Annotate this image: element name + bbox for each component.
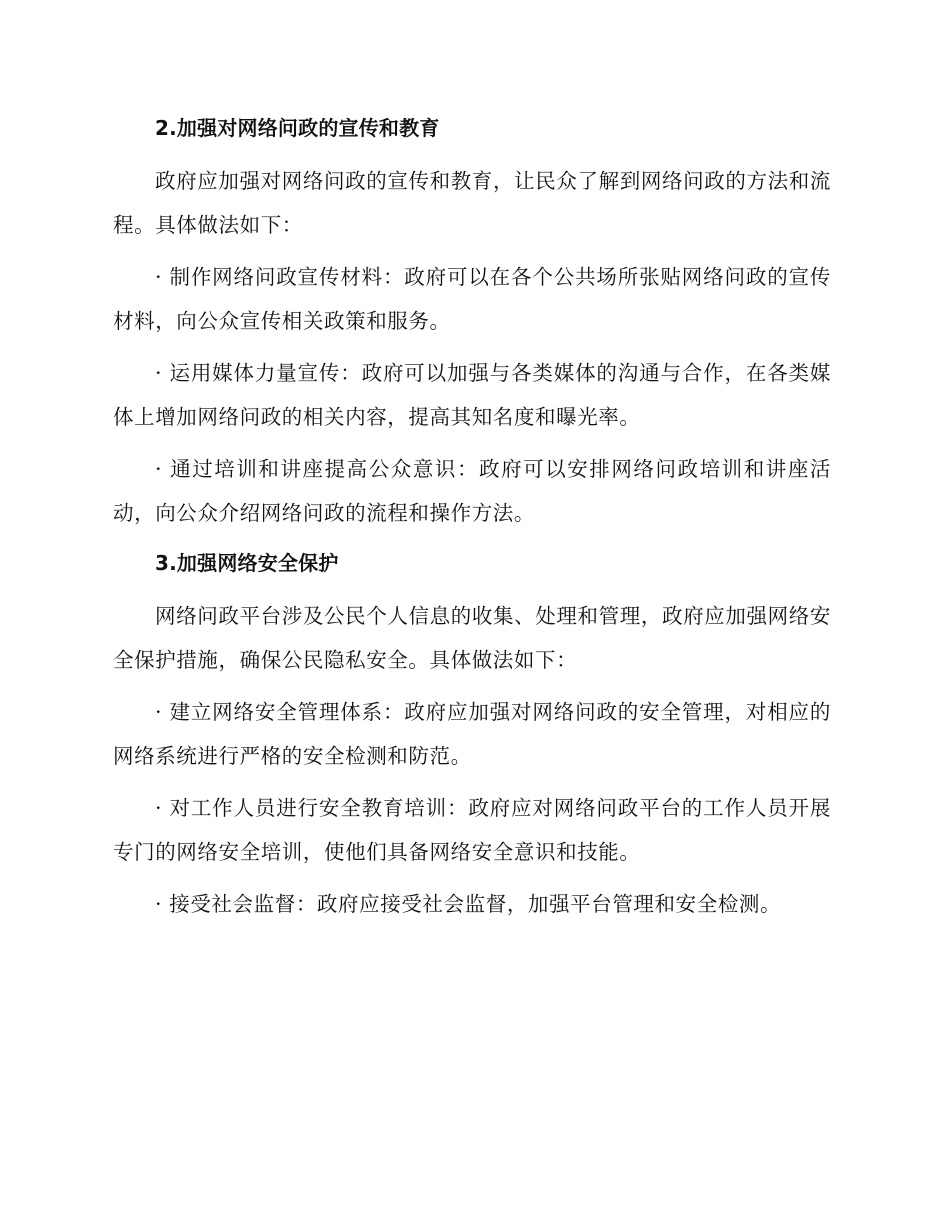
bullet-item: · 对工作人员进行安全教育培训：政府应对网络问政平台的工作人员开展专门的网络安全培训，使他们具备网络安全意识和技能。 — [113, 796, 831, 864]
section-heading: 2.加强对网络问政的宣传和教育 — [155, 116, 440, 140]
bullet-item: · 建立网络安全管理体系：政府应加强对网络问政的安全管理，对相应的网络系统进行严格的安全检测和防范。 — [113, 700, 831, 768]
section-heading: 3.加强网络安全保护 — [155, 551, 339, 575]
bullet-item: · 制作网络问政宣传材料：政府可以在各个公共场所张贴网络问政的宣传材料，向公众宣传相关政策和服务。 — [113, 265, 831, 333]
bullet-item: · 接受社会监督：政府应接受社会监督，加强平台管理和安全检测。 — [155, 892, 782, 916]
section-intro: 政府应加强对网络问政的宣传和教育，让民众了解到网络问政的方法和流程。具体做法如下： — [113, 169, 831, 237]
document-body — [113, 110, 831, 934]
bullet-item: · 通过培训和讲座提高公众意识：政府可以安排网络问政培训和讲座活动，向公众介绍网络问政的流程和操作方法。 — [113, 457, 831, 525]
section-intro: 网络问政平台涉及公民个人信息的收集、处理和管理，政府应加强网络安全保护措施，确保公民隐私安全。具体做法如下： — [113, 604, 831, 672]
bullet-item: · 运用媒体力量宣传：政府可以加强与各类媒体的沟通与合作，在各类媒体上增加网络问政的相关内容，提高其知名度和曝光率。 — [113, 361, 831, 429]
